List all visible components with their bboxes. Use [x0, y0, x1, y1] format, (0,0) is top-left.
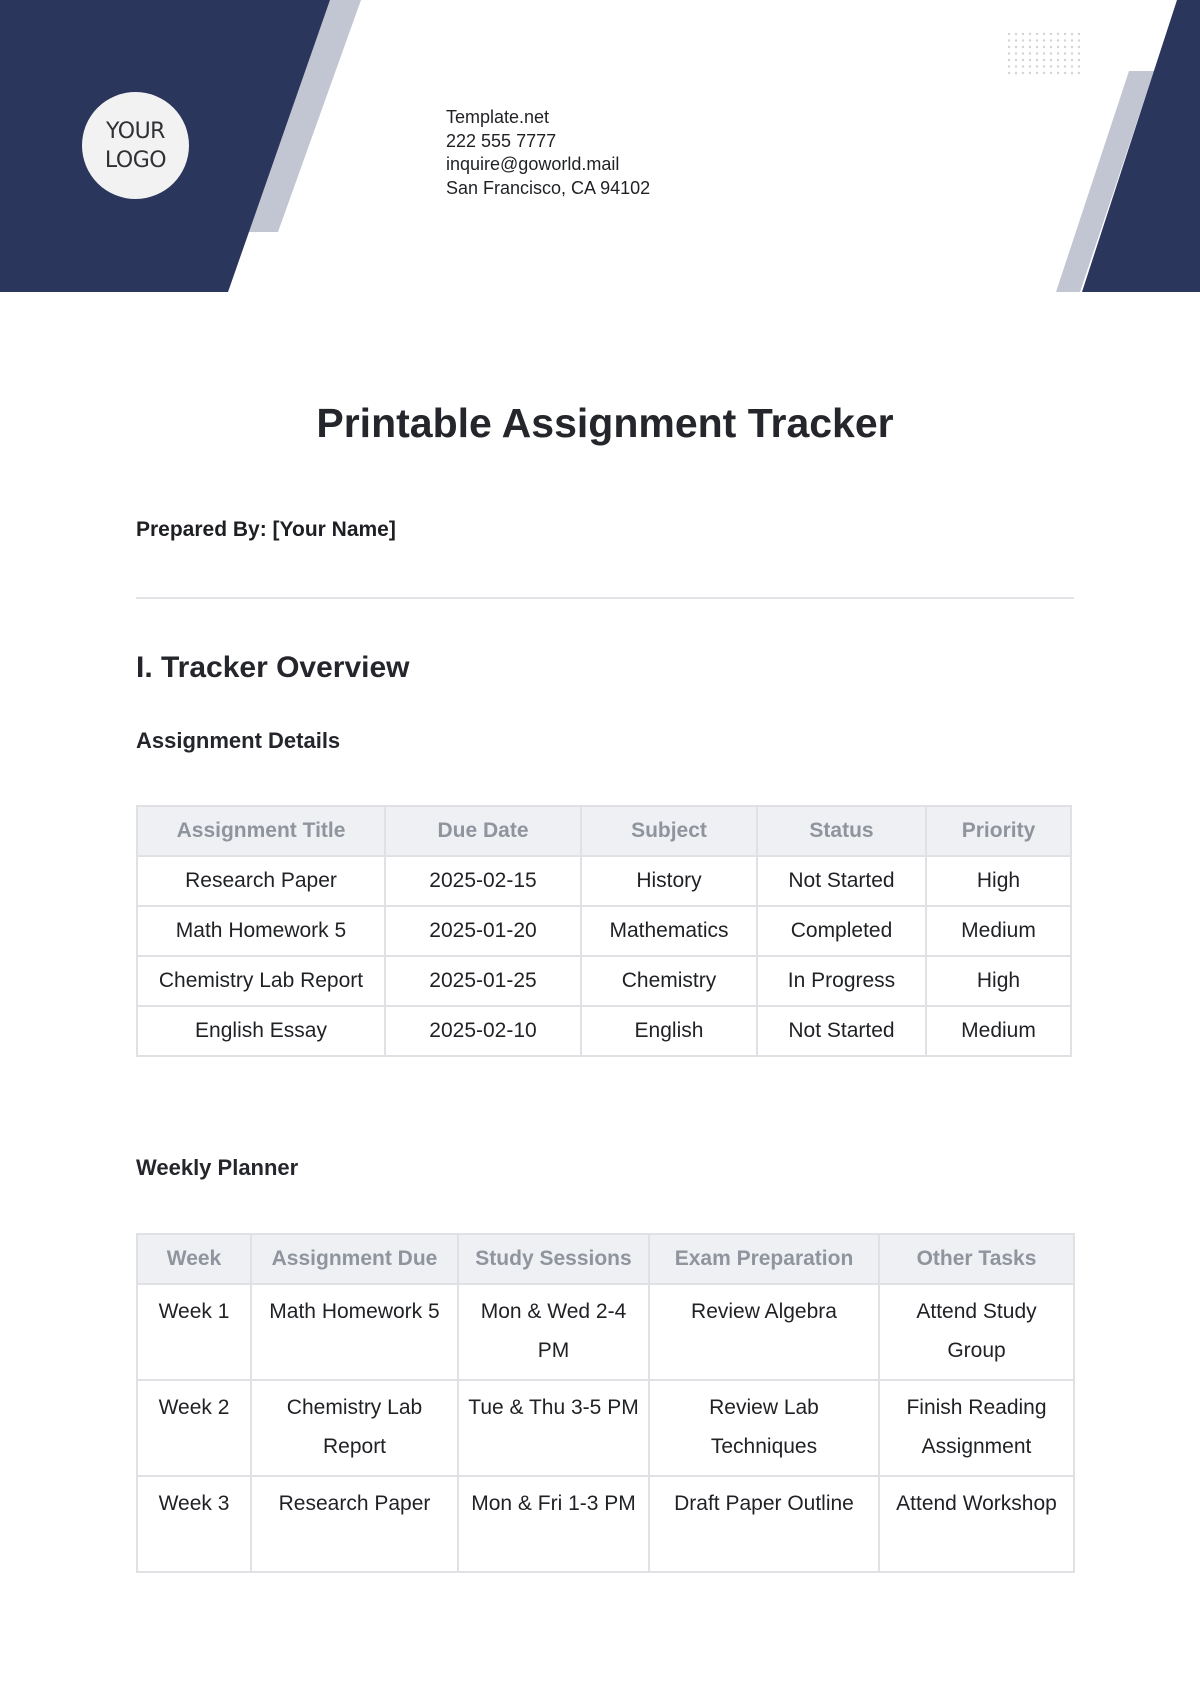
dot — [1029, 46, 1031, 48]
weekly-planner-heading: Weekly Planner — [136, 1155, 299, 1180]
dot — [1029, 65, 1031, 67]
table-row — [137, 906, 1071, 956]
dot — [1015, 46, 1017, 48]
table-cell: English — [581, 1006, 757, 1056]
dot — [1008, 52, 1010, 54]
table-cell: Week 2 — [137, 1380, 251, 1476]
dot-grid-decoration — [1008, 33, 1080, 74]
table-cell: High — [926, 856, 1071, 906]
dot — [1064, 52, 1066, 54]
column-header: Assignment Due — [251, 1234, 458, 1284]
assignment-details-table — [136, 805, 1072, 1057]
column-header: Due Date — [385, 806, 581, 856]
table-cell: Review Algebra — [649, 1284, 879, 1380]
table-cell: Tue & Thu 3-5 PM — [458, 1380, 649, 1476]
table-cell: 2025-02-15 — [385, 856, 581, 906]
dot — [1029, 59, 1031, 61]
table-cell: Not Started — [757, 856, 926, 906]
contact-block — [446, 106, 650, 200]
dot — [1050, 39, 1052, 41]
dot — [1078, 39, 1080, 41]
table-row — [137, 1476, 1074, 1572]
dot — [1050, 65, 1052, 67]
table-row — [137, 956, 1071, 1006]
table-cell: High — [926, 956, 1071, 1006]
dot — [1064, 46, 1066, 48]
dot — [1071, 65, 1073, 67]
table-header-row — [137, 806, 1071, 856]
dot — [1022, 46, 1024, 48]
column-header: Study Sessions — [458, 1234, 649, 1284]
table-cell: Mathematics — [581, 906, 757, 956]
dot — [1050, 72, 1052, 74]
dot — [1036, 72, 1038, 74]
dot — [1008, 65, 1010, 67]
dot — [1043, 72, 1045, 74]
divider — [136, 597, 1074, 599]
prepared-by: Prepared By: [Your Name] — [136, 518, 396, 541]
dot — [1057, 65, 1059, 67]
column-header: Exam Preparation — [649, 1234, 879, 1284]
dot — [1036, 39, 1038, 41]
dot — [1015, 65, 1017, 67]
dot — [1029, 39, 1031, 41]
dot — [1022, 59, 1024, 61]
dot — [1015, 33, 1017, 35]
dot — [1029, 33, 1031, 35]
dot — [1043, 65, 1045, 67]
table-cell: 2025-02-10 — [385, 1006, 581, 1056]
table-cell: Not Started — [757, 1006, 926, 1056]
dot — [1036, 52, 1038, 54]
dot — [1064, 72, 1066, 74]
dot — [1064, 65, 1066, 67]
section-title: I. Tracker Overview — [136, 651, 410, 684]
dot — [1050, 59, 1052, 61]
column-header: Week — [137, 1234, 251, 1284]
table-row — [137, 1006, 1071, 1056]
dot — [1071, 33, 1073, 35]
street-address: San Francisco, CA 94102 — [446, 177, 651, 198]
table-cell: Draft Paper Outline — [649, 1476, 879, 1572]
dot — [1015, 52, 1017, 54]
dot — [1071, 59, 1073, 61]
dot — [1015, 39, 1017, 41]
column-header: Other Tasks — [879, 1234, 1074, 1284]
dot — [1071, 52, 1073, 54]
dot — [1078, 52, 1080, 54]
dot — [1036, 59, 1038, 61]
column-header: Assignment Title — [137, 806, 385, 856]
dot — [1064, 59, 1066, 61]
dot — [1078, 59, 1080, 61]
table-cell: Math Homework 5 — [137, 906, 385, 956]
table-cell: Finish Reading Assignment — [879, 1380, 1074, 1476]
dot — [1036, 46, 1038, 48]
page-title: Printable Assignment Tracker — [316, 400, 894, 446]
dot — [1008, 59, 1010, 61]
table-cell: Math Homework 5 — [251, 1284, 458, 1380]
dot — [1022, 52, 1024, 54]
dot — [1008, 39, 1010, 41]
dot — [1029, 52, 1031, 54]
dot — [1043, 46, 1045, 48]
table-cell: In Progress — [757, 956, 926, 1006]
dot — [1057, 33, 1059, 35]
page-header — [0, 0, 1200, 292]
dot — [1008, 46, 1010, 48]
dot — [1050, 33, 1052, 35]
dot — [1029, 72, 1031, 74]
dot — [1078, 65, 1080, 67]
dot — [1008, 72, 1010, 74]
dot — [1057, 59, 1059, 61]
table-cell: Completed — [757, 906, 926, 956]
dot — [1071, 72, 1073, 74]
dot — [1078, 33, 1080, 35]
logo — [82, 92, 189, 199]
dot — [1057, 72, 1059, 74]
email-address: inquire@goworld.mail — [446, 154, 620, 174]
dot — [1022, 72, 1024, 74]
dot — [1015, 72, 1017, 74]
dot — [1043, 52, 1045, 54]
table-cell: Mon & Wed 2-4 PM — [458, 1284, 649, 1380]
column-header: Priority — [926, 806, 1071, 856]
dot — [1036, 33, 1038, 35]
dot — [1071, 46, 1073, 48]
table-cell: Review Lab Techniques — [649, 1380, 879, 1476]
header-right-band — [1082, 0, 1200, 292]
dot — [1050, 52, 1052, 54]
dot — [1036, 65, 1038, 67]
table-row — [137, 856, 1071, 906]
company-name: Template.net — [446, 107, 550, 127]
column-header: Subject — [581, 806, 757, 856]
dot — [1022, 33, 1024, 35]
dot — [1057, 39, 1059, 41]
table-cell: Attend Workshop — [879, 1476, 1074, 1572]
dot — [1022, 39, 1024, 41]
table-row — [137, 1284, 1074, 1380]
dot — [1078, 46, 1080, 48]
dot — [1043, 59, 1045, 61]
table-header-row — [137, 1234, 1074, 1284]
table-cell: Chemistry — [581, 956, 757, 1006]
table-row — [137, 1380, 1074, 1476]
phone-number: 222 555 7777 — [446, 130, 557, 151]
dot — [1078, 72, 1080, 74]
dot — [1057, 52, 1059, 54]
column-header: Status — [757, 806, 926, 856]
table-cell: English Essay — [137, 1006, 385, 1056]
table-cell: 2025-01-20 — [385, 906, 581, 956]
dot — [1057, 46, 1059, 48]
dot — [1015, 59, 1017, 61]
dot — [1008, 33, 1010, 35]
table-cell: Attend Study Group — [879, 1284, 1074, 1380]
table-cell: Chemistry Lab Report — [251, 1380, 458, 1476]
logo-text: YOUR LOGO — [104, 118, 167, 173]
table-cell: Chemistry Lab Report — [137, 956, 385, 1006]
dot — [1064, 33, 1066, 35]
dot — [1022, 65, 1024, 67]
table-cell: Week 3 — [137, 1476, 251, 1572]
table-cell: History — [581, 856, 757, 906]
table-cell: Research Paper — [251, 1476, 458, 1572]
dot — [1043, 33, 1045, 35]
weekly-planner-table — [136, 1233, 1075, 1573]
table-cell: Week 1 — [137, 1284, 251, 1380]
table-cell: Medium — [926, 906, 1071, 956]
table-cell: Medium — [926, 1006, 1071, 1056]
dot — [1050, 46, 1052, 48]
table-cell: Research Paper — [137, 856, 385, 906]
dot — [1064, 39, 1066, 41]
table-cell: Mon & Fri 1-3 PM — [458, 1476, 649, 1572]
assignment-details-heading: Assignment Details — [136, 728, 341, 753]
table-cell: 2025-01-25 — [385, 956, 581, 1006]
dot — [1043, 39, 1045, 41]
dot — [1071, 39, 1073, 41]
